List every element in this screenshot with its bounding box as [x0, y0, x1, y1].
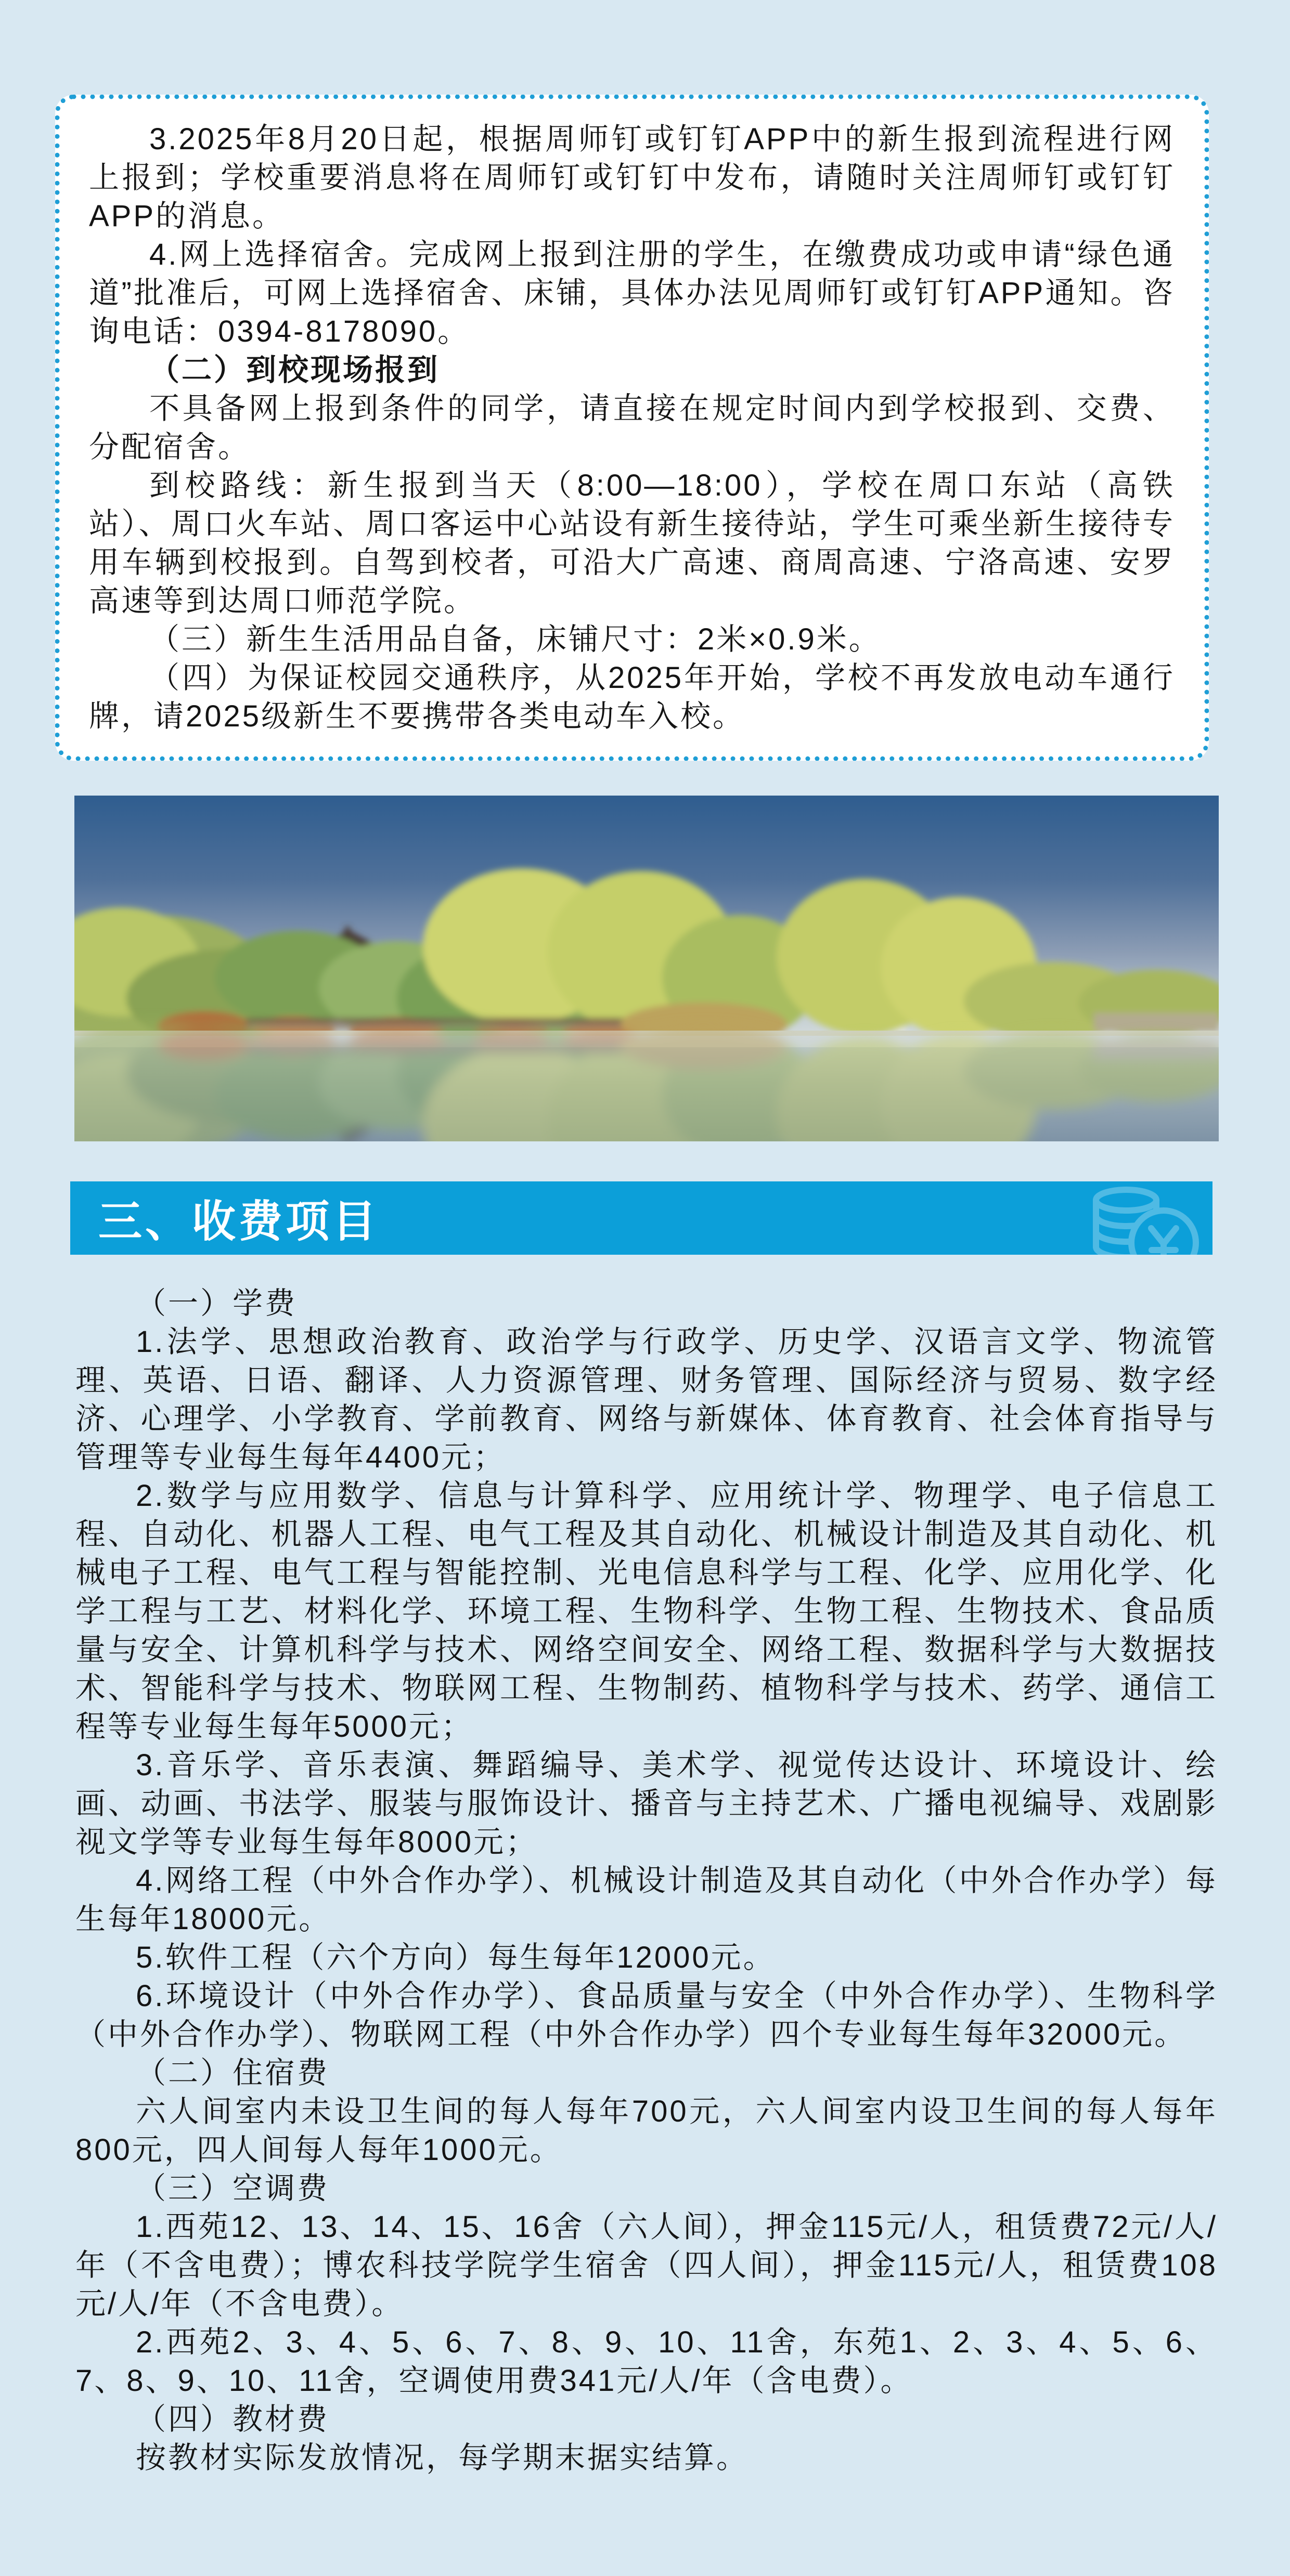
fee-paragraph: 六人间室内未设卫生间的每人每年700元，六人间室内设卫生间的每人每年800元，四人间每人每年1000元。 [75, 2094, 1218, 2167]
fee-heading: （二）住宿费 [136, 2056, 330, 2090]
fee-paragraph: 3.音乐学、音乐表演、舞蹈编导、美术学、视觉传达设计、环境设计、绘画、动画、书法学、服装与服饰设计、播音与主持艺术、广播电视编导、戏剧影视文学等专业每生每年8000元； [75, 1748, 1218, 1859]
fee-paragraph: 2.西苑2、3、4、5、6、7、8、9、10、11舍，东苑1、2、3、4、5、6、7、8、9、10、11舍，空调使用费341元/人/年（含电费）。 [75, 2325, 1218, 2398]
notice-paragraph: （三）新生生活用品自备，床铺尺寸：2米×0.9米。 [149, 622, 881, 656]
fee-paragraph: 5.软件工程（六个方向）每生每年12000元。 [136, 1941, 776, 1974]
fee-paragraph: 1.法学、思想政治教育、政治学与行政学、历史学、汉语言文学、物流管理、英语、日语、翻译、人力资源管理、财务管理、国际经济与贸易、数字经济、心理学、小学教育、学前教育、网络与新媒体、体育教育、社会体育指导与管理等专业每生每年4400元； [75, 1325, 1218, 1474]
fee-heading: （四）教材费 [136, 2402, 330, 2436]
fees-banner-title: 三、收费项目 [98, 1197, 380, 1246]
notice-box [55, 95, 1209, 761]
notice-paragraph: 3.2025年8月20日起，根据周师钉或钉钉APP中的新生报到流程进行网上报到；学校重要消息将在周师钉或钉钉中发布，请随时关注周师钉或钉钉APP的消息。 [89, 122, 1175, 233]
fees-section-banner [70, 1181, 1212, 1255]
fee-paragraph: 2.数学与应用数学、信息与计算科学、应用统计学、物理学、电子信息工程、自动化、机器人工程、电气工程及其自动化、机械设计制造及其自动化、机械电子工程、电气工程与智能控制、光电信息科学与工程、化学、应用化学、化学工程与工艺、材料化学、环境工程、生物科学、生物工程、生物技术、食品质量与安全、计算机科学与技术、网络空间安全、网络工程、数据科学与大数据技术、智能科学与技术、物联网工程、生物制药、植物科学与技术、药学、通信工程等专业每生每年5000元； [75, 1479, 1218, 1744]
fee-paragraph: 4.网络工程（中外合作办学）、机械设计制造及其自动化（中外合作办学）每生每年18000元。 [75, 1864, 1218, 1936]
campus-lake-photo [74, 796, 1219, 1141]
fee-paragraph: 1.西苑12、13、14、15、16舍（六人间），押金115元/人，租赁费72元/人/年（不含电费）；博农科技学院学生宿舍（四人间），押金115元/人，租赁费108元/人/年（不含电费）。 [75, 2210, 1218, 2321]
coins-yuan-icon [1093, 1185, 1204, 1255]
fee-paragraph: 6.环境设计（中外合作办学）、食品质量与安全（中外合作办学）、生物科学（中外合作办学）、物联网工程（中外合作办学）四个专业每生每年32000元。 [75, 1979, 1218, 2051]
fee-heading: （三）空调费 [136, 2171, 330, 2205]
fees-section [75, 1284, 1218, 2477]
notice-paragraph: 4.网上选择宿舍。完成网上报到注册的学生，在缴费成功或申请“绿色通道”批准后，可网上选择宿舍、床铺，具体办法见周师钉或钉钉APP通知。咨询电话：0394-8178090。 [89, 238, 1175, 348]
notice-paragraph: （四）为保证校园交通秩序，从2025年开始，学校不再发放电动车通行牌，请2025级新生不要携带各类电动车入校。 [89, 661, 1175, 733]
fee-heading: （一）学费 [136, 1286, 298, 1320]
notice-paragraph: 不具备网上报到条件的同学，请直接在规定时间内到学校报到、交费、分配宿舍。 [89, 392, 1175, 464]
notice-subheading: （二）到校现场报到 [149, 353, 440, 387]
notice-paragraph: 到校路线：新生报到当天（8:00—18:00），学校在周口东站（高铁站）、周口火车站、周口客运中心站设有新生接待站，学生可乘坐新生接待专用车辆到校报到。自驾到校者，可沿大广高速、商周高速、宁洛高速、安罗高速等到达周口师范学院。 [89, 469, 1175, 618]
fee-paragraph: 按教材实际发放情况，每学期末据实结算。 [136, 2441, 749, 2475]
